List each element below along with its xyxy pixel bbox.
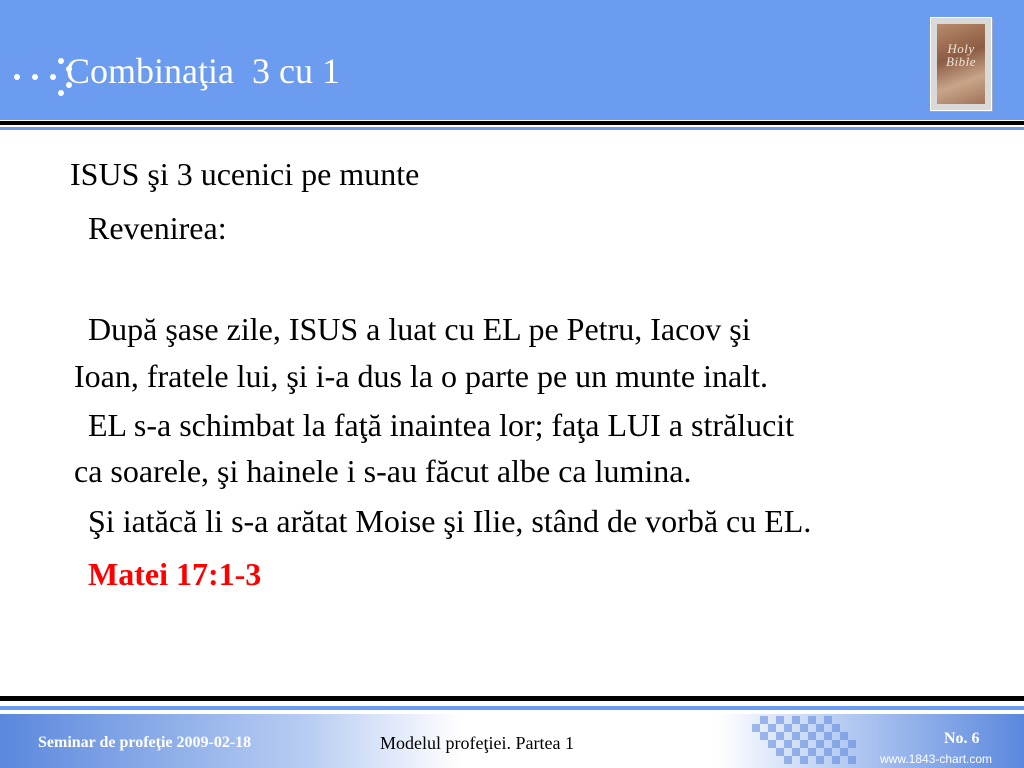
footer-divider — [0, 696, 1024, 701]
logo-text: Holy Bible — [946, 41, 976, 69]
paragraph-1-line-2: Ioan, fratele lui, şi i-a dus la o parte pe un munte inalt. — [74, 358, 768, 394]
website-link[interactable]: www.1843-chart.com — [880, 752, 993, 766]
paragraph-2-line-1: EL s-a schimbat la faţă inaintea lor; faţa LUI a strălucit — [88, 407, 795, 443]
footer-seminar-label: Seminar de profeţie 2009-02-18 — [38, 734, 252, 751]
header-divider — [0, 121, 1024, 125]
holy-bible-book-icon — [930, 17, 992, 111]
slide-number: No. 6 — [944, 730, 980, 747]
subtitle-line: ISUS şi 3 ucenici pe munte — [70, 156, 420, 192]
paragraph-2-line-2: ca soarele, şi hainele i s-au făcut albe ca lumina. — [74, 453, 692, 489]
scripture-reference: Matei 17:1-3 — [88, 556, 262, 592]
section-heading: Revenirea: — [88, 210, 227, 246]
slide-title: Combinaţia 3 cu 1 — [66, 51, 340, 91]
footer-subtitle: Modelul profeţiei. Partea 1 — [380, 733, 574, 753]
paragraph-3-line-1: Şi iatăcă li s-a arătat Moise şi Ilie, stând de vorbă cu EL. — [88, 503, 812, 539]
paragraph-1-line-1: După şase zile, ISUS a luat cu EL pe Petru, Iacov şi — [88, 311, 751, 347]
checker-pattern-icon — [740, 716, 860, 768]
footer-divider-accent — [0, 706, 1024, 710]
header-divider-accent — [0, 127, 1024, 130]
